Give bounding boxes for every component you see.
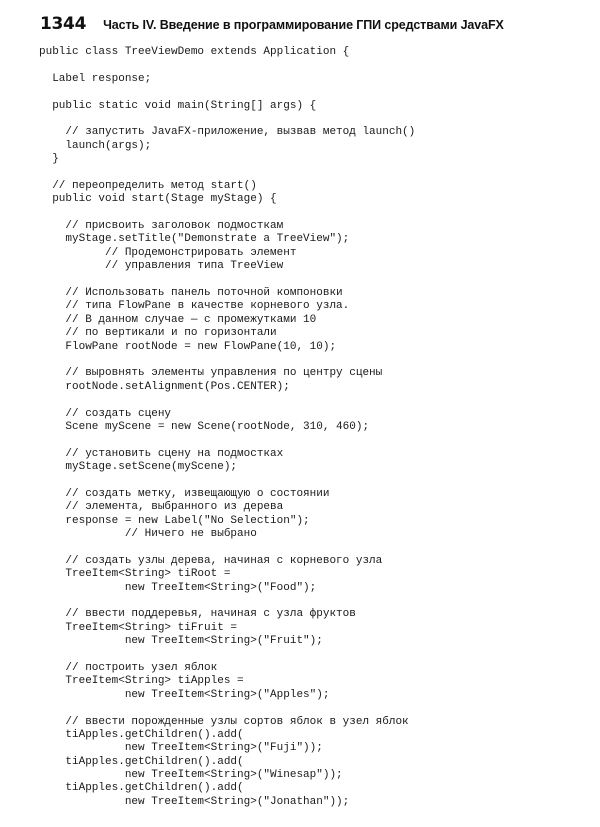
code-line: public static void main(String[] args) { [39,99,317,112]
code-line: // создать метку, извещающую о состоянии [39,487,330,500]
code-line: // элемента, выбранного из дерева [39,501,284,514]
chapter-title: Часть IV. Введение в программирование ГПИ средствами JavaFX [103,18,504,32]
code-line [39,354,415,367]
code-line: new TreeItem<String>("Jonathan")); [39,795,350,808]
code-line [39,541,415,554]
page-header [40,14,504,38]
code-line [39,702,415,715]
code-line: // установить сцену на подмостках [39,447,284,460]
code-line: myStage.setScene(myScene); [39,461,238,474]
code-line: TreeItem<String> tiRoot = [39,568,231,581]
code-line: new TreeItem<String>("Winesap")); [39,769,343,782]
code-line: // типа FlowPane в качестве корневого узла. [39,300,350,313]
code-line: public void start(Stage myStage) { [39,193,277,206]
code-line: // создать сцену [39,407,172,420]
code-line: tiApples.getChildren().add( [39,755,244,768]
code-line: // переопределить метод start() [39,179,257,192]
code-line: // запустить JavaFX-приложение, вызвав метод launch() [39,126,416,139]
code-line [39,167,415,180]
code-line: // Ничего не выбрано [39,528,257,541]
code-line: // создать узлы дерева, начиная с корневого узла [39,554,383,567]
code-line: new TreeItem<String>("Apples"); [39,688,330,701]
code-line: // ввести поддеревья, начиная с узла фруктов [39,608,356,621]
code-line: // управления типа TreeView [39,260,284,273]
code-line: // выровнять элементы управления по центру сцены [39,367,383,380]
code-line: Scene myScene = new Scene(rootNode, 310, 460); [39,420,370,433]
code-line [39,475,415,488]
code-line: // Использовать панель поточной компоновки [39,287,343,300]
code-line: rootNode.setAlignment(Pos.CENTER); [39,380,290,393]
code-line [39,649,415,662]
code-line: new TreeItem<String>("Fuji")); [39,742,323,755]
code-line: // построить узел яблок [39,661,218,674]
code-line: tiApples.getChildren().add( [39,728,244,741]
code-line: } [39,153,59,166]
code-line: // присвоить заголовок подмосткам [39,220,284,233]
code-line: response = new Label("No Selection"); [39,514,310,527]
code-listing [39,46,415,809]
code-line [39,207,415,220]
code-line [39,595,415,608]
code-line: new TreeItem<String>("Food"); [39,581,317,594]
code-line [39,59,415,72]
code-line: // Продемонстрировать элемент [39,246,297,259]
code-line: TreeItem<String> tiApples = [39,675,244,688]
code-line [39,113,415,126]
code-line: Label response; [39,72,152,85]
code-line: launch(args); [39,139,152,152]
code-line: FlowPane rootNode = new FlowPane(10, 10); [39,340,337,353]
code-line [39,274,415,287]
code-line [39,394,415,407]
code-line: public class TreeViewDemo extends Application { [39,46,350,58]
code-line: myStage.setTitle("Demonstrate a TreeView"); [39,233,350,246]
code-line: // по вертикали и по горизонтали [39,327,277,340]
code-line: new TreeItem<String>("Fruit"); [39,635,323,648]
code-line [39,434,415,447]
page-number: 1344 [40,14,87,34]
code-line: TreeItem<String> tiFruit = [39,621,238,634]
code-line: // ввести порожденные узлы сортов яблок в узел яблок [39,715,409,728]
code-line: tiApples.getChildren().add( [39,782,244,795]
code-line [39,86,415,99]
code-line: // В данном случае — с промежутками 10 [39,313,317,326]
